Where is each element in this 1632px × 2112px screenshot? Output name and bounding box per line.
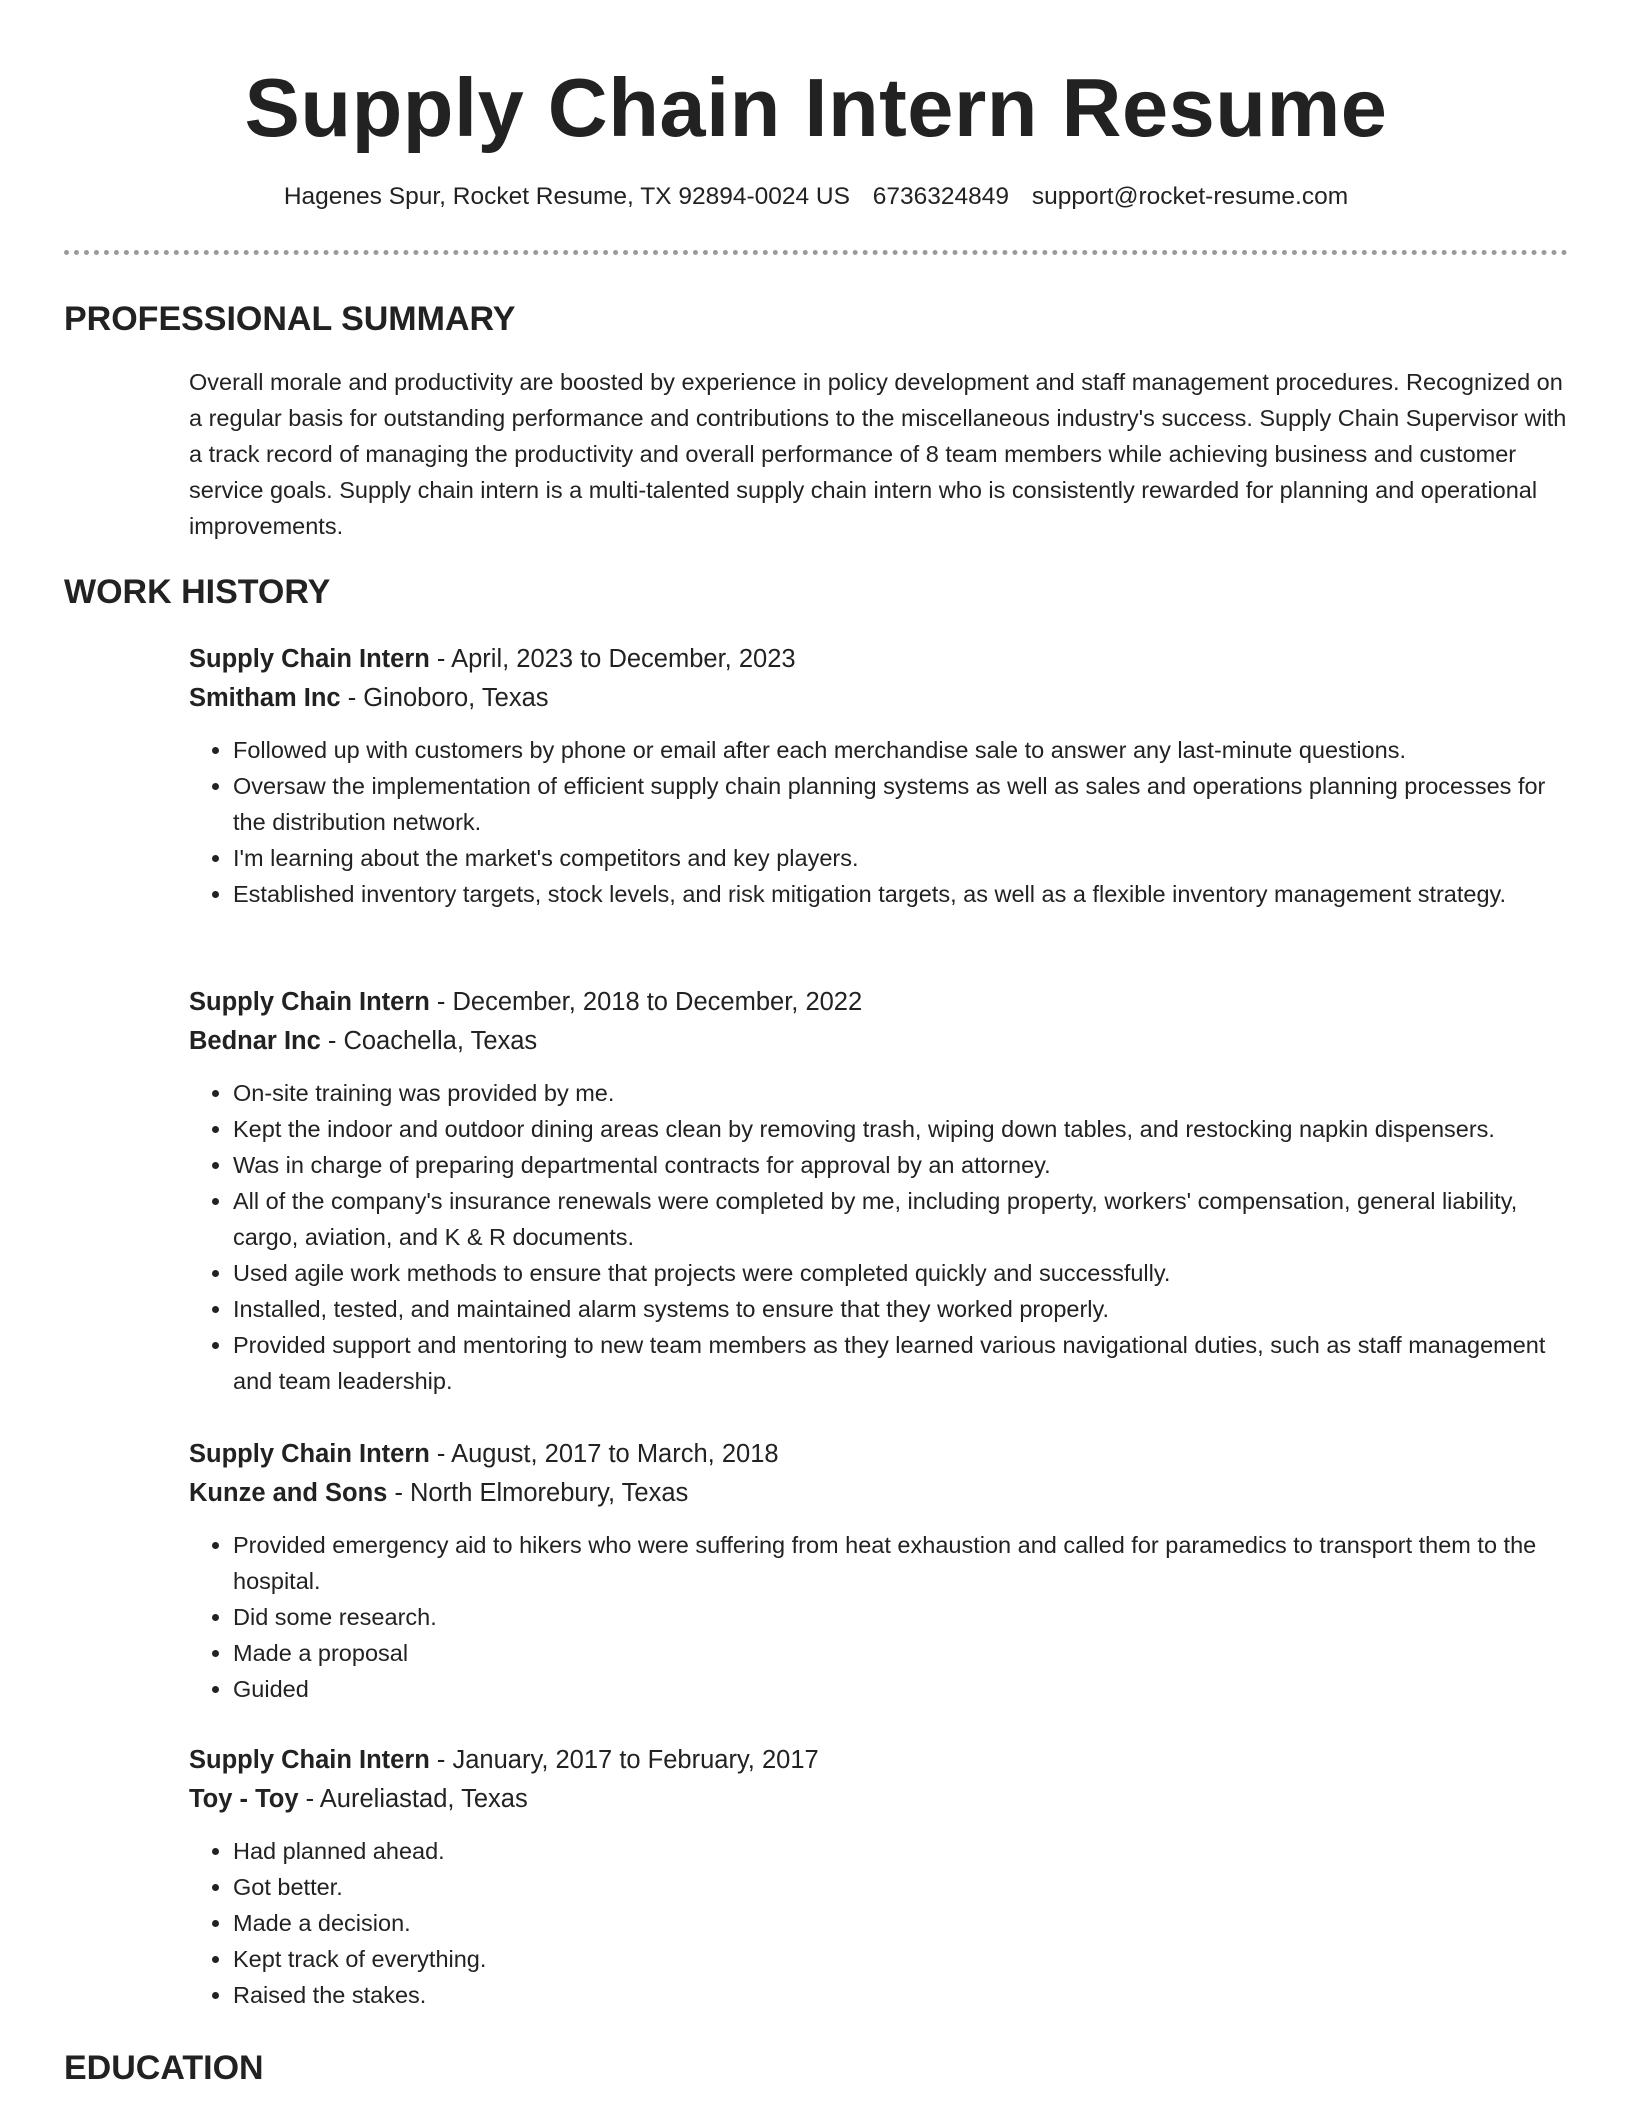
- job-bullets: [189, 1075, 1579, 1399]
- job-bullet: • Was in charge of preparing departmental contracts for approval by an attorney.: [233, 1147, 1579, 1183]
- job-title-line: [189, 1741, 1579, 1780]
- contact-line: [0, 181, 1632, 213]
- job-bullet: • Did some research.: [233, 1599, 1579, 1635]
- job-title-line: [189, 640, 1579, 679]
- contact-email: support@rocket-resume.com: [1031, 183, 1349, 210]
- job-bullet: • Kept the indoor and outdoor dining areas clean by removing trash, wiping down tables, and restocking napkin dispensers.: [233, 1111, 1579, 1147]
- job-location: - North Elmorebury, Texas: [387, 1479, 689, 1507]
- job-bullet: • Kept track of everything.: [233, 1941, 1579, 1977]
- job-company-line: [189, 1022, 1579, 1061]
- job-location: - Coachella, Texas: [320, 1027, 538, 1055]
- section-title-summary: PROFESSIONAL SUMMARY: [64, 300, 516, 338]
- job-bullet: • Oversaw the implementation of efficient supply chain planning systems as well as sales and operations planning processes for the distribution network.: [233, 768, 1579, 840]
- job-bullet: • Provided emergency aid to hikers who were suffering from heat exhaustion and called for paramedics to transport them to the hospital.: [233, 1527, 1579, 1599]
- job-dates: - December, 2018 to December, 2022: [429, 988, 863, 1016]
- job-location: - Ginoboro, Texas: [340, 684, 549, 712]
- job-bullet: • On-site training was provided by me.: [233, 1075, 1579, 1111]
- job-company: Smitham Inc: [189, 684, 341, 712]
- section-title-work-history: WORK HISTORY: [64, 573, 331, 611]
- job-company: Kunze and Sons: [189, 1479, 388, 1507]
- job-company: Toy - Toy: [189, 1785, 299, 1813]
- job-company: Bednar Inc: [189, 1027, 321, 1055]
- job-bullet: • Made a proposal: [233, 1635, 1579, 1671]
- job-bullets: [189, 732, 1579, 912]
- contact-address: Hagenes Spur, Rocket Resume, TX 92894-0024 US: [283, 183, 850, 210]
- job-bullet: • Made a decision.: [233, 1905, 1579, 1941]
- job-company-line: [189, 1474, 1579, 1513]
- job-bullet: • Used agile work methods to ensure that projects were completed quickly and successfully.: [233, 1255, 1579, 1291]
- job-bullet: • Guided: [233, 1671, 1579, 1707]
- job-title-line: [189, 983, 1579, 1022]
- job-title: Supply Chain Intern: [189, 645, 430, 673]
- job-bullet: • Had planned ahead.: [233, 1833, 1579, 1869]
- job-entry: [189, 1741, 1579, 2013]
- job-bullet: • Established inventory targets, stock levels, and risk mitigation targets, as well as a flexible inventory management strategy.: [233, 876, 1579, 912]
- job-dates: - April, 2023 to December, 2023: [429, 645, 796, 673]
- resume-title: Supply Chain Intern Resume: [244, 61, 1388, 154]
- summary-text: Overall morale and productivity are boosted by experience in policy development and staff management procedures. Recognized on a regular basis for outstanding performance and contributions to the miscellaneous industry's success. Supply Chain Supervisor with a track record of managing the productivity and overall performance of 8 team members while achieving business and customer service goals. Supply chain intern is a multi-talented supply chain intern who is consistently rewarded for planning and operational improvements.: [189, 369, 1567, 539]
- contact-phone: 6736324849: [872, 183, 1010, 210]
- job-bullet: • Followed up with customers by phone or email after each merchandise sale to answer any last-minute questions.: [233, 732, 1579, 768]
- job-entry: [189, 640, 1579, 912]
- job-title-line: [189, 1435, 1579, 1474]
- job-bullet: • Raised the stakes.: [233, 1977, 1579, 2013]
- job-bullet: • All of the company's insurance renewals were completed by me, including property, workers' compensation, general liability, cargo, aviation, and K & R documents.: [233, 1183, 1579, 1255]
- job-bullets: [189, 1833, 1579, 2013]
- job-title: Supply Chain Intern: [189, 1440, 430, 1468]
- job-bullet: • Installed, tested, and maintained alarm systems to ensure that they worked properly.: [233, 1291, 1579, 1327]
- job-location: - Aureliastad, Texas: [298, 1785, 528, 1813]
- job-bullets: [189, 1527, 1579, 1707]
- job-bullet: • Provided support and mentoring to new team members as they learned various navigational duties, such as staff management and team leadership.: [233, 1327, 1579, 1399]
- job-dates: - January, 2017 to February, 2017: [429, 1746, 819, 1774]
- job-company-line: [189, 679, 1579, 718]
- section-title-education: EDUCATION: [64, 2049, 264, 2087]
- job-dates: - August, 2017 to March, 2018: [429, 1440, 779, 1468]
- job-company-line: [189, 1780, 1579, 1819]
- header-divider: [64, 250, 1568, 255]
- job-entry: [189, 1435, 1579, 1707]
- job-bullet: • Got better.: [233, 1869, 1579, 1905]
- job-title: Supply Chain Intern: [189, 1746, 430, 1774]
- job-bullet: • I'm learning about the market's competitors and key players.: [233, 840, 1579, 876]
- job-title: Supply Chain Intern: [189, 988, 430, 1016]
- job-entry: [189, 983, 1579, 1399]
